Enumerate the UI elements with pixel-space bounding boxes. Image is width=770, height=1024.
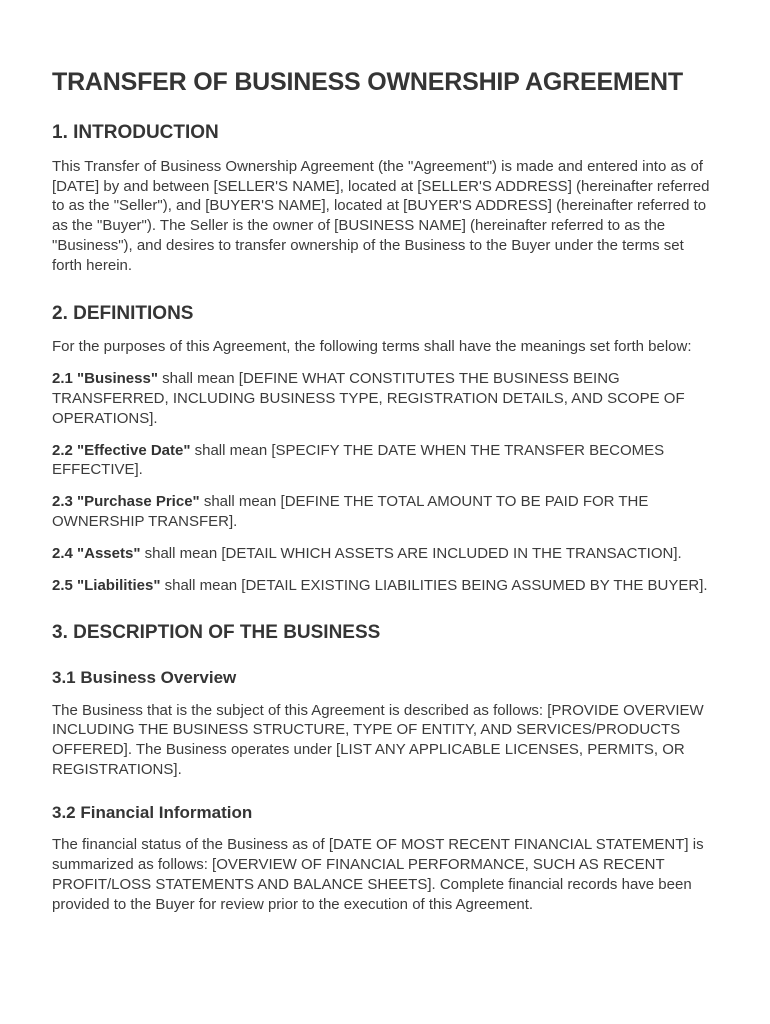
document-title: TRANSFER OF BUSINESS OWNERSHIP AGREEMENT (52, 68, 683, 96)
section-2-intro-paragraph: For the purposes of this Agreement, the following terms shall have the meanings set forth below: (52, 338, 692, 356)
definition-liabilities-text: shall mean [DETAIL EXISTING LIABILITIES BEING ASSUMED BY THE BUYER]. (160, 576, 708, 594)
definition-liabilities (52, 576, 715, 596)
section-1-heading: 1. INTRODUCTION (52, 122, 219, 143)
subsection-3-2-paragraph: The financial status of the Business as of [DATE OF MOST RECENT FINANCIAL STATEMENT] is summarized as follows: [OVERVIEW OF FINANCIAL PERFORMANCE, SUCH AS RECENT PROFIT/LOSS STATEMENTS AND BALANCE SHEETS]. Complete financial records have been provided to the Buyer for review prior to the execution of this Agreement. (52, 836, 704, 913)
definition-purchase-price-term: 2.3 "Purchase Price" (52, 493, 200, 511)
definition-assets-term: 2.4 "Assets" (52, 544, 141, 562)
definition-purchase-price (52, 492, 715, 532)
subsection-3-2-heading: 3.2 Financial Information (52, 802, 253, 822)
section-3-heading: 3. DESCRIPTION OF THE BUSINESS (52, 622, 381, 644)
subsection-3-1-paragraph: The Business that is the subject of this Agreement is described as follows: [PROVIDE OVERVIEW INCLUDING THE BUSINESS STRUCTURE, TYPE OF ENTITY, AND SERVICES/PRODUCTS OFFERED]. The Business operates under [LIST ANY APPLICABLE LICENSES, PERMITS, OR REGISTRATIONS]. (52, 701, 704, 778)
definition-liabilities-term: 2.5 "Liabilities" (52, 576, 161, 594)
definition-effective-date-term: 2.2 "Effective Date" (52, 441, 191, 459)
definition-purchase-price-text: shall mean [DEFINE THE TOTAL AMOUNT TO BE PAID FOR THE OWNERSHIP TRANSFER]. (52, 493, 649, 530)
definition-assets-text: shall mean [DETAIL WHICH ASSETS ARE INCLUDED IN THE TRANSACTION]. (140, 544, 682, 562)
section-2-heading: 2. DEFINITIONS (52, 302, 194, 324)
section-1-paragraph: This Transfer of Business Ownership Agreement (the "Agreement") is made and entered into as of [DATE] by and between [SELLER'S NAME], located at [SELLER'S ADDRESS] (hereinafter referred to as the "Seller"), and [BUYER'S NAME], located at [BUYER'S ADDRESS] (hereinafter referred to as the "Buyer"). The Seller is the owner of [BUSINESS NAME] (hereinafter referred to as the "Business"), and desires to transfer ownership of the Business to the Buyer under the terms set forth herein. (52, 157, 710, 274)
definition-business-term: 2.1 "Business" (52, 370, 158, 388)
definition-effective-date (52, 441, 715, 481)
subsection-3-1-heading: 3.1 Business Overview (52, 668, 237, 688)
definition-business (52, 369, 715, 428)
definition-business-text: shall mean [DEFINE WHAT CONSTITUTES THE BUSINESS BEING TRANSFERRED, INCLUDING BUSINESS TYPE, REGISTRATION DETAILS, AND SCOPE OF OPERATIONS]. (52, 370, 685, 427)
definition-effective-date-text: shall mean [SPECIFY THE DATE WHEN THE TRANSFER BECOMES EFFECTIVE]. (52, 441, 665, 479)
definition-assets (52, 544, 715, 564)
